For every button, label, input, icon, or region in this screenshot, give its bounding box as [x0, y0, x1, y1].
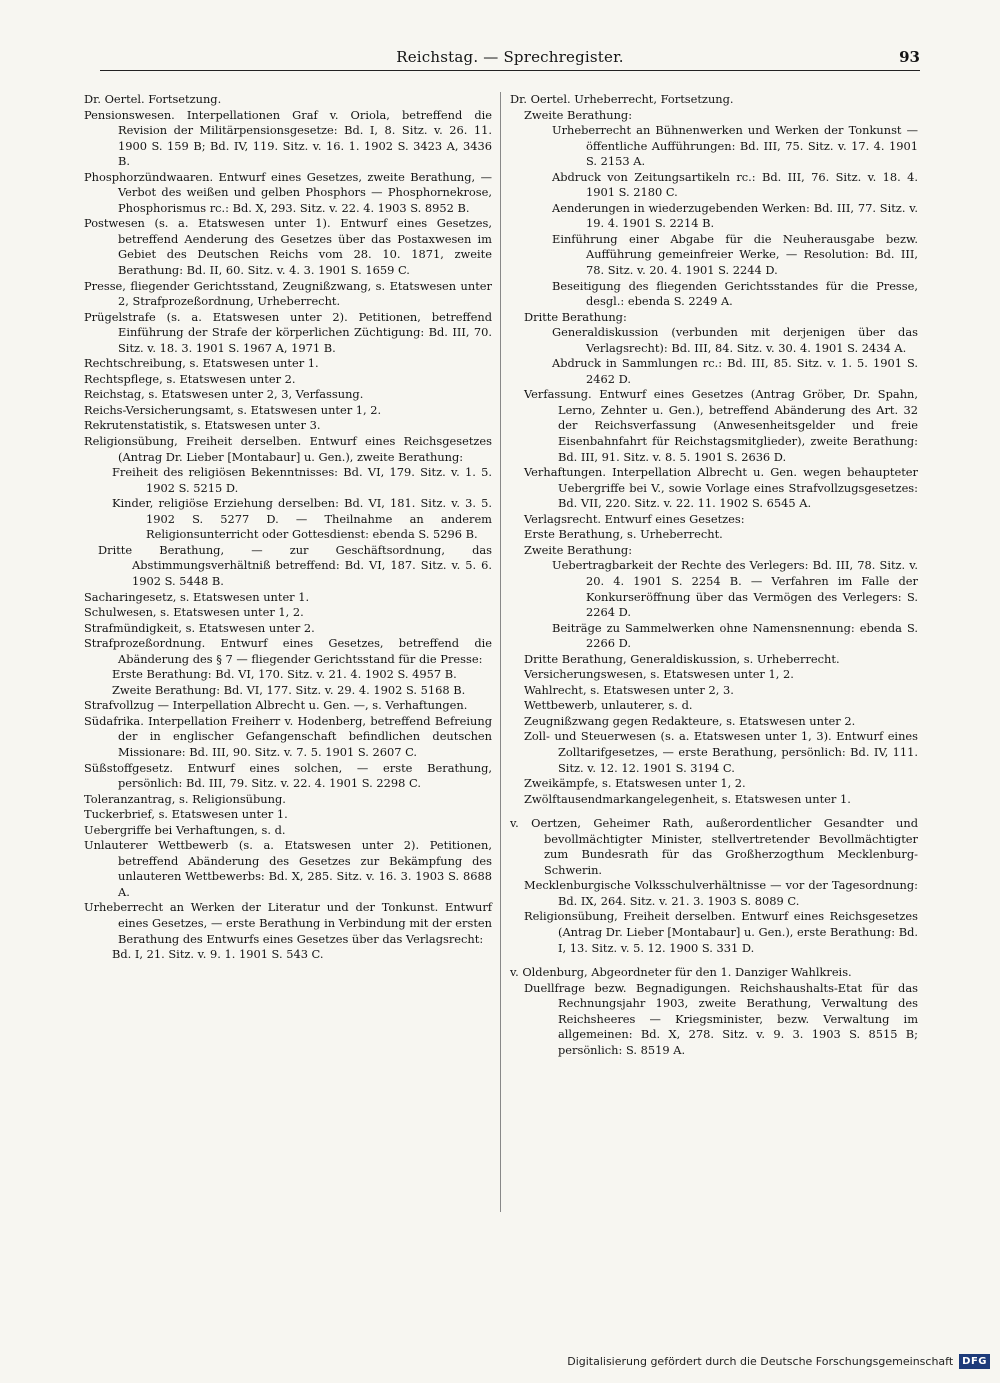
index-entry: Reichstag, s. Etatswesen unter 2, 3, Verfassung.: [84, 387, 364, 402]
index-entry: Generaldiskussion (verbunden mit derjenigen über das Verlagsrecht): Bd. III, 84. Sitz. v. 30. 4. 1901 S. 2434 A.: [552, 325, 918, 355]
index-entry: Schulwesen, s. Etatswesen unter 1, 2.: [84, 605, 304, 620]
index-entry: Dritte Berathung, — zur Geschäftsordnung, das Abstimmungsverhältniß betreffend: Bd. VI, 187. Sitz. v. 5. 6. 1902 S. 5448 B.: [98, 542, 492, 588]
index-entry: Toleranzantrag, s. Religionsübung.: [84, 791, 286, 806]
index-entry: Tuckerbrief, s. Etatswesen unter 1.: [84, 807, 288, 822]
index-entry: Reichs-Versicherungsamt, s. Etatswesen unter 1, 2.: [84, 402, 382, 417]
index-entry: Verhaftungen. Interpellation Albrecht u. Gen. wegen behaupteter Uebergriffe bei V., sowie Vorlage eines Strafvollzugsgesetzes: Bd. VII, 220. Sitz. v. 22. 11. 1902 S. 6545 A.: [524, 465, 918, 511]
index-entry: Verfassung. Entwurf eines Gesetzes (Antrag Gröber, Dr. Spahn, Lerno, Zehnter u. Gen.), betreffend Abänderung des Art. 32 der Reichsverfassung (Anwesenheitsgelder und freie Eisenbahnfahrt für Reichstagsmitglieder), zweite Berathung: Bd. III, 91. Sitz. v. 8. 5. 1901 S. 2636 D.: [524, 387, 918, 464]
footer: [567, 1354, 990, 1369]
index-entry: Zoll- und Steuerwesen (s. a. Etatswesen unter 1, 3). Entwurf eines Zolltarifgesetzes, — erste Berathung, persönlich: Bd. IV, 111. Sitz. v. 12. 12. 1901 S. 3194 C.: [524, 729, 918, 775]
index-entry: Beiträge zu Sammelwerken ohne Namensnennung: ebenda S. 2266 D.: [552, 620, 918, 651]
index-entry: Duellfrage bezw. Begnadigungen. Reichshaushalts-Etat für das Rechnungsjahr 1903, zweite Berathung, Verwaltung des Reichsheeres — Kriegsminister, bezw. Verwaltung im allgemeinen: Bd. X, 278. Sitz. v. 9. 3. 1903 S. 8515 B; persönlich: S. 8519 A.: [524, 980, 918, 1057]
index-entry: Rekrutenstatistik, s. Etatswesen unter 3.: [84, 418, 321, 433]
index-entry: Phosphorzündwaaren. Entwurf eines Gesetzes, zweite Berathung, — Verbot des weißen und gelben Phosphors — Phosphornekrose, Phosphorismus rc.: Bd. X, 293. Sitz. v. 22. 4. 1903 S. 8952 B.: [84, 169, 492, 215]
index-entry: Wahlrecht, s. Etatswesen unter 2, 3.: [524, 682, 734, 697]
right-column: [510, 92, 918, 1058]
index-entry: Urheberrecht an Bühnenwerken und Werken der Tonkunst — öffentliche Aufführungen: Bd. III, 75. Sitz. v. 17. 4. 1901 S. 2153 A.: [552, 123, 918, 169]
index-entry: Zweite Berathung:: [524, 542, 633, 557]
index-entry: Abdruck in Sammlungen rc.: Bd. III, 85. Sitz. v. 1. 5. 1901 S. 2462 D.: [552, 356, 918, 386]
index-entry: Strafprozeßordnung. Entwurf eines Gesetzes, betreffend die Abänderung des § 7 — fliegender Gerichtsstand für die Presse:: [84, 636, 492, 666]
index-entry: Pensionswesen. Interpellationen Graf v. Oriola, betreffend die Revision der Militärpensionsgesetze: Bd. I, 8. Sitz. v. 26. 11. 1900 S. 159 B; Bd. IV, 119. Sitz. v. 16. 1. 1902 S. 3423 A, 3436 B.: [84, 107, 492, 169]
index-entry: Prügelstrafe (s. a. Etatswesen unter 2). Petitionen, betreffend Einführung der Strafe der körperlichen Züchtigung: Bd. III, 70. Sitz. v. 18. 3. 1901 S. 1967 A, 1971 B.: [84, 309, 492, 355]
index-entry: Mecklenburgische Volksschulverhältnisse — vor der Tagesordnung: Bd. IX, 264. Sitz. v. 21. 3. 1903 S. 8089 C.: [524, 878, 918, 908]
index-entry: Dritte Berathung:: [524, 309, 627, 324]
index-entry: Religionsübung, Freiheit derselben. Entwurf eines Reichsgesetzes (Antrag Dr. Lieber [Montabaur] u. Gen.), zweite Berathung:: [84, 434, 492, 464]
index-entry: Dritte Berathung, Generaldiskussion, s. Urheberrecht.: [524, 651, 840, 666]
index-entry: Dr. Oertel. Urheberrecht, Fortsetzung.: [510, 92, 734, 106]
index-entry: Rechtspflege, s. Etatswesen unter 2.: [84, 371, 296, 386]
index-entry: Abdruck von Zeitungsartikeln rc.: Bd. III, 76. Sitz. v. 18. 4. 1901 S. 2180 C.: [552, 169, 918, 200]
index-entry: Zweite Berathung:: [524, 107, 633, 122]
index-entry: Zweite Berathung: Bd. VI, 177. Sitz. v. 29. 4. 1902 S. 5168 B.: [112, 682, 466, 697]
index-entry: Südafrika. Interpellation Freiherr v. Hodenberg, betreffend Befreiung der in englischer Gefangenschaft befindlichen deutschen Missionare: Bd. III, 90. Sitz. v. 7. 5. 1901 S. 2607 C.: [84, 713, 492, 759]
index-entry: Zeugnißzwang gegen Redakteure, s. Etatswesen unter 2.: [524, 713, 856, 728]
index-entry: Bd. I, 21. Sitz. v. 9. 1. 1901 S. 543 C.: [112, 947, 324, 962]
column-divider: [500, 92, 501, 1212]
index-entry: Rechtschreibung, s. Etatswesen unter 1.: [84, 356, 319, 371]
index-entry: v. Oldenburg, Abgeordneter für den 1. Danziger Wahlkreis.: [510, 965, 852, 980]
index-entry: Religionsübung, Freiheit derselben. Entwurf eines Reichsgesetzes (Antrag Dr. Lieber [Montabaur] u. Gen.), erste Berathung: Bd. I, 13. Sitz. v. 5. 12. 1900 S. 331 D.: [524, 909, 918, 955]
index-entry: Uebertragbarkeit der Rechte des Verlegers: Bd. III, 78. Sitz. v. 20. 4. 1901 S. 2254 B. — Verfahren im Falle der Konkurseröffnung über das Vermögen des Verlegers: S. 2264 D.: [552, 558, 918, 620]
index-entry: Erste Berathung: Bd. VI, 170. Sitz. v. 21. 4. 1902 S. 4957 B.: [112, 667, 457, 682]
page-number: 93: [899, 48, 920, 66]
index-entry: v. Oertzen, Geheimer Rath, außerordentlicher Gesandter und bevollmächtigter Minister, stellvertretender Bevollmächtigter zum Bundesrath für das Großherzogthum Mecklenburg-Schwerin.: [510, 816, 918, 877]
index-entry: Postwesen (s. a. Etatswesen unter 1). Entwurf eines Gesetzes, betreffend Aenderung des Gesetzes über das Postaxwesen im Gebiet des Deutschen Reichs vom 28. 10. 1871, zweite Berathung: Bd. II, 60. Sitz. v. 4. 3. 1901 S. 1659 C.: [84, 216, 492, 278]
index-entry: Beseitigung des fliegenden Gerichtsstandes für die Presse, desgl.: ebenda S. 2249 A.: [552, 278, 918, 309]
index-entry: Strafvollzug — Interpellation Albrecht u. Gen. —, s. Verhaftungen.: [84, 698, 468, 713]
running-title: Reichstag. — Sprechregister.: [396, 48, 624, 66]
index-entry: Strafmündigkeit, s. Etatswesen unter 2.: [84, 620, 315, 635]
index-entry: Uebergriffe bei Verhaftungen, s. d.: [84, 822, 286, 837]
index-entry: Wettbewerb, unlauterer, s. d.: [524, 698, 693, 713]
dfg-logo: DFG: [959, 1354, 990, 1369]
index-entry: Sacharingesetz, s. Etatswesen unter 1.: [84, 589, 310, 604]
running-header: [100, 48, 920, 71]
left-column: [84, 92, 492, 963]
index-entry: Verlagsrecht. Entwurf eines Gesetzes:: [524, 511, 745, 526]
index-entry: Kinder, religiöse Erziehung derselben: Bd. VI, 181. Sitz. v. 3. 5. 1902 S. 5277 D. — Theilnahme an anderem Religionsunterricht oder Gottesdienst: ebenda S. 5296 B.: [112, 496, 492, 542]
index-entry: Presse, fliegender Gerichtsstand, Zeugnißzwang, s. Etatswesen unter 2, Strafprozeßordnung, Urheberrecht.: [84, 278, 492, 309]
index-entry: Zwölftausendmarkangelegenheit, s. Etatswesen unter 1.: [524, 791, 851, 806]
footer-credit: Digitalisierung gefördert durch die Deutsche Forschungsgemeinschaft: [567, 1355, 954, 1368]
index-entry: Unlauterer Wettbewerb (s. a. Etatswesen unter 2). Petitionen, betreffend Abänderung des Gesetzes zur Bekämpfung des unlauteren Wettbewerbs: Bd. X, 285. Sitz. v. 16. 3. 1903 S. 8688 A.: [84, 838, 492, 899]
index-entry: Aenderungen in wiederzugebenden Werken: Bd. III, 77. Sitz. v. 19. 4. 1901 S. 2214 B.: [552, 200, 918, 231]
index-entry: Süßstoffgesetz. Entwurf eines solchen, — erste Berathung, persönlich: Bd. III, 79. Sitz. v. 22. 4. 1901 S. 2298 C.: [84, 760, 492, 791]
index-entry: Erste Berathung, s. Urheberrecht.: [524, 527, 723, 542]
index-entry: Einführung einer Abgabe für die Neuherausgabe bezw. Aufführung gemeinfreier Werke, — Resolution: Bd. III, 78. Sitz. v. 20. 4. 1901 S. 2244 D.: [552, 231, 918, 278]
index-entry: Dr. Oertel. Fortsetzung.: [84, 92, 222, 106]
index-entry: Versicherungswesen, s. Etatswesen unter 1, 2.: [524, 667, 794, 682]
index-entry: Urheberrecht an Werken der Literatur und der Tonkunst. Entwurf eines Gesetzes, — erste Berathung in Verbindung mit der ersten Berathung des Entwurfs eines Gesetzes über das Verlagsrecht:: [84, 900, 492, 946]
index-entry: Zweikämpfe, s. Etatswesen unter 1, 2.: [524, 776, 746, 791]
index-entry: Freiheit des religiösen Bekenntnisses: Bd. VI, 179. Sitz. v. 1. 5. 1902 S. 5215 D.: [112, 465, 492, 495]
